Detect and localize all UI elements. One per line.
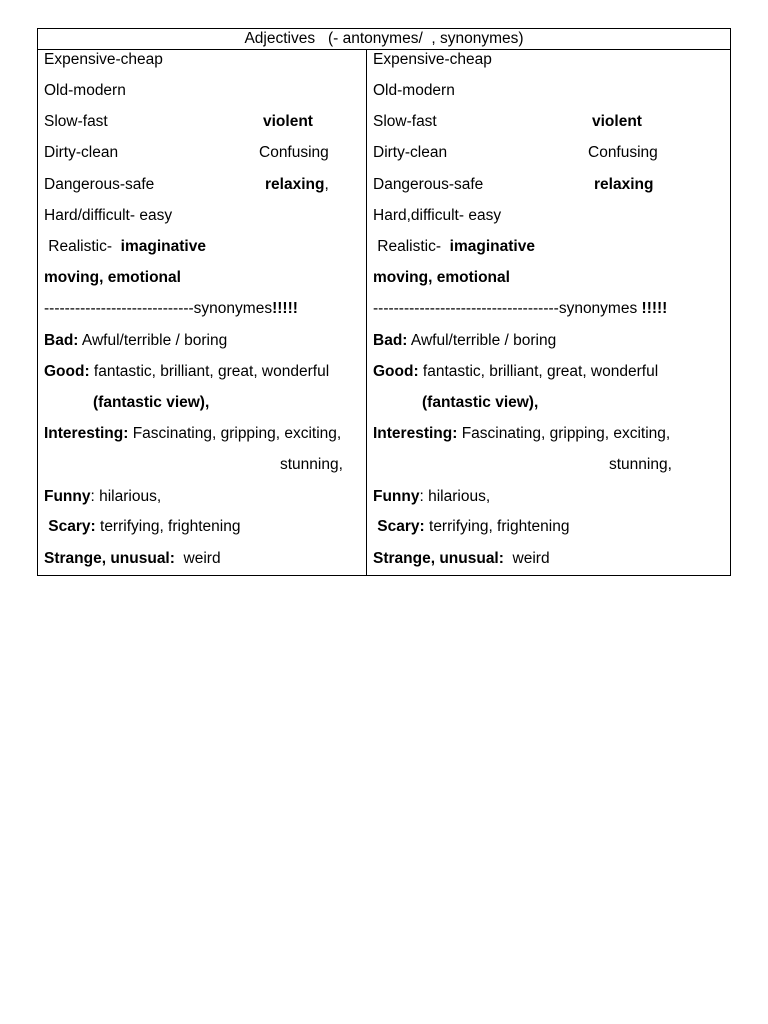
funny-label: Funny <box>373 488 420 505</box>
funny-label: Funny <box>44 488 91 505</box>
antonym-extra: violent <box>263 113 313 130</box>
good-label: Good: <box>44 363 90 380</box>
realistic-label: Realistic- <box>373 238 450 255</box>
realistic-line <box>373 237 535 257</box>
antonym-extra: Confusing <box>259 144 329 161</box>
antonym-extra: relaxing <box>594 176 654 193</box>
synonym-funny <box>373 487 490 507</box>
strange-label: Strange, unusual: <box>373 550 504 567</box>
antonym-extra-group <box>594 175 653 195</box>
antonym-extra-suffix: , <box>324 176 329 193</box>
separator-text: ------------------------------------synonymes <box>373 300 642 317</box>
bad-value: Awful/terrible / boring <box>407 332 557 349</box>
synonym-strange <box>373 549 550 569</box>
interesting-value: Fascinating, gripping, exciting, <box>128 425 342 442</box>
interesting-extra: stunning, <box>609 456 672 473</box>
interesting-label: Interesting: <box>44 425 129 442</box>
funny-value: : hilarious, <box>419 488 491 505</box>
separator-text: -----------------------------synonymes <box>44 300 273 317</box>
separator-exclaim: !!!!! <box>272 300 298 317</box>
synonym-good <box>44 362 329 382</box>
antonym-extra-group <box>265 175 329 195</box>
antonym-pair: Expensive-cheap <box>44 51 163 68</box>
adjectives-table <box>37 28 731 576</box>
antonym-pair: Expensive-cheap <box>373 51 492 68</box>
right-column <box>367 49 730 575</box>
interesting-value: Fascinating, gripping, exciting, <box>457 425 671 442</box>
interesting-extra: stunning, <box>280 456 343 473</box>
table-title: Adjectives (- antonymes/ , synonymes) <box>38 29 730 50</box>
antonym-pair: Old-modern <box>373 82 455 99</box>
moving-line: moving, emotional <box>44 269 181 286</box>
antonym-extra: violent <box>592 113 642 130</box>
good-extra: (fantastic view), <box>422 394 539 411</box>
strange-label: Strange, unusual: <box>44 550 175 567</box>
antonym-pair: Hard/difficult- easy <box>44 207 173 224</box>
antonym-pair: Dangerous-safe <box>44 176 155 193</box>
realistic-label: Realistic- <box>44 238 121 255</box>
scary-label: Scary: <box>373 518 425 535</box>
antonym-extra: Confusing <box>588 144 658 161</box>
antonym-pair: Dangerous-safe <box>373 176 484 193</box>
realistic-value: imaginative <box>120 238 206 255</box>
antonym-pair: Old-modern <box>44 82 126 99</box>
funny-value: : hilarious, <box>90 488 162 505</box>
synonym-bad <box>44 331 227 351</box>
antonym-pair: Dirty-clean <box>373 144 448 161</box>
synonym-scary <box>44 517 240 537</box>
realistic-value: imaginative <box>449 238 535 255</box>
strange-value: weird <box>503 550 550 567</box>
synonym-interesting <box>44 424 341 444</box>
synonym-good <box>373 362 658 382</box>
bad-value: Awful/terrible / boring <box>78 332 228 349</box>
synonym-funny <box>44 487 161 507</box>
synonym-interesting <box>373 424 670 444</box>
interesting-label: Interesting: <box>373 425 458 442</box>
antonym-pair: Slow-fast <box>44 113 108 130</box>
synonym-scary <box>373 517 569 537</box>
separator-exclaim: !!!!! <box>641 300 668 317</box>
realistic-line <box>44 237 206 257</box>
good-extra: (fantastic view), <box>93 394 210 411</box>
scary-value: terrifying, frightening <box>424 518 570 535</box>
synonym-bad <box>373 331 556 351</box>
good-value: fantastic, brilliant, great, wonderful <box>418 363 659 380</box>
moving-line: moving, emotional <box>373 269 510 286</box>
synonym-strange <box>44 549 221 569</box>
scary-value: terrifying, frightening <box>95 518 241 535</box>
antonym-pair: Slow-fast <box>373 113 437 130</box>
synonyms-separator <box>373 299 667 319</box>
bad-label: Bad: <box>373 332 408 349</box>
bad-label: Bad: <box>44 332 79 349</box>
good-label: Good: <box>373 363 419 380</box>
left-column <box>38 49 367 575</box>
strange-value: weird <box>174 550 221 567</box>
synonyms-separator <box>44 299 298 319</box>
antonym-pair: Dirty-clean <box>44 144 119 161</box>
scary-label: Scary: <box>44 518 96 535</box>
good-value: fantastic, brilliant, great, wonderful <box>89 363 330 380</box>
antonym-pair: Hard,difficult- easy <box>373 207 502 224</box>
antonym-extra: relaxing <box>265 176 325 193</box>
